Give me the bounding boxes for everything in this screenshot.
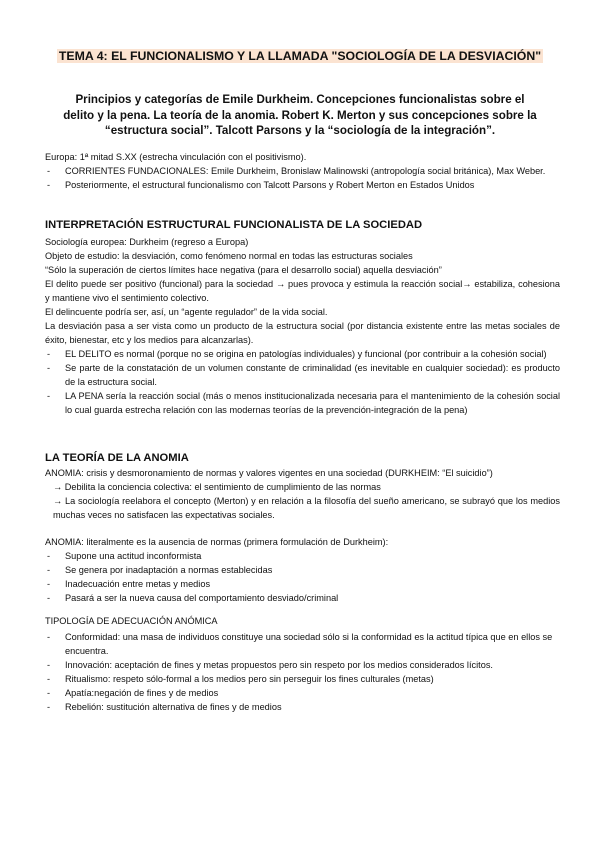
list-item: - LA PENA sería la reacción social (más o menos institucionalizada necesaria para el mantenimiento de la cohesión social lo cual guarda estrecha relación con las modernas teorías de la prevención-integración de la pena): [45, 389, 560, 417]
list-item: - Ritualismo: respeto sólo-formal a los medios pero sin perseguir los fines culturales (metas): [45, 672, 560, 686]
anomia-definition: ANOMIA: crisis y desmoronamiento de normas y valores vigentes en una sociedad (DURKHEIM: “El suicidio”): [45, 468, 493, 478]
anomia-definition-2: ANOMIA: literalmente es la ausencia de normas (primera formulación de Durkheim):: [45, 537, 389, 547]
section1-heading: INTERPRETACIÓN ESTRUCTURAL FUNCIONALISTA DE LA SOCIEDAD: [45, 219, 423, 231]
list-item: - Pasará a ser la nueva causa del comportamiento desviado/criminal: [45, 591, 560, 605]
section2-heading: LA TEORÍA DE LA ANOMIA: [45, 452, 189, 464]
list-item: - Apatía:negación de fines y de medios: [45, 686, 560, 700]
section2-body: [45, 466, 560, 522]
section1-list: [45, 347, 560, 417]
page-title: TEMA 4: EL FUNCIONALISMO Y LA LLAMADA "SOCIOLOGÍA DE LA DESVIACIÓN": [58, 49, 542, 63]
subtitle: Principios y categorías de Emile Durkheim. Concepciones funcionalistas sobre el delito y la pena. La teoría de la anomia. Robert K. Merton y sus concepciones sobre la “estructura social”. Talcott Parsons y la “sociología de la integración”.: [63, 93, 537, 137]
section1-line: Sociología europea: Durkheim (regreso a Europa): [45, 237, 249, 247]
section3-heading: TIPOLOGÍA DE ADECUACIÓN ANÓMICA: [45, 616, 218, 626]
section1-line: El delito puede ser positivo (funcional) para la sociedad → pues provoca y estimula la reacción social→ estabiliza, cohesiona y mantiene vivo el sentimiento colectivo.: [45, 279, 560, 303]
list-item: - Conformidad: una masa de individuos constituye una sociedad sólo si la conformidad es la actitud típica que en ellos se encuentra.: [45, 630, 560, 658]
list-item: - Rebelión: sustitución alternativa de fines y de medios: [45, 700, 560, 714]
section1-line: El delincuente podría ser, así, un “agente regulador” de la vida social.: [45, 307, 328, 317]
section3-list: [45, 630, 560, 714]
section1-line: “Sólo la superación de ciertos límites hace negativa (para el desarrollo social) aquella desviación”: [45, 265, 442, 275]
list-item: - Posteriormente, el estructural funcionalismo con Talcott Parsons y Robert Merton en Estados Unidos: [45, 178, 560, 192]
title-block: [0, 47, 600, 65]
list-item: - Se genera por inadaptación a normas establecidas: [45, 563, 560, 577]
arrow-line: → Debilita la conciencia colectiva: el sentimiento de cumplimiento de las normas: [53, 482, 381, 492]
list-item: - CORRIENTES FUNDACIONALES: Emile Durkheim, Bronislaw Malinowski (antropología social británica), Max Weber.: [45, 164, 560, 178]
intro-block: [45, 150, 560, 192]
list-item: - Se parte de la constatación de un volumen constante de criminalidad (es inevitable en cualquier sociedad): es producto de la estructura social.: [45, 361, 560, 389]
list-item: - EL DELITO es normal (porque no se origina en patologías individuales) y funcional (por contribuir a la cohesión social): [45, 347, 560, 361]
list-item: - Innovación: aceptación de fines y metas propuestos pero sin respeto por los medios considerados lícitos.: [45, 658, 560, 672]
section3-body: [45, 630, 560, 714]
list-item: - Inadecuación entre metas y medios: [45, 577, 560, 591]
arrow-line: → La sociología reelabora el concepto (Merton) y en relación a la filosofía del sueño americano, se subrayó que los medios muchas veces no satisfacen las expectativas sociales.: [53, 496, 560, 520]
section2-list: [45, 549, 560, 605]
section2-body-2: [45, 535, 560, 605]
list-item: - Supone una actitud inconformista: [45, 549, 560, 563]
section1-line: La desviación pasa a ser vista como un producto de la estructura social (por distancia existente entre las metas sociales de éxito, bienestar, etc y los medios para alcanzarlas).: [45, 321, 560, 345]
section1-body: [45, 235, 560, 417]
section1-line: Objeto de estudio: la desviación, como fenómeno normal en todas las estructuras sociales: [45, 251, 413, 261]
intro-line: Europa: 1ª mitad S.XX (estrecha vinculación con el positivismo).: [45, 152, 307, 162]
intro-list: [45, 164, 560, 192]
